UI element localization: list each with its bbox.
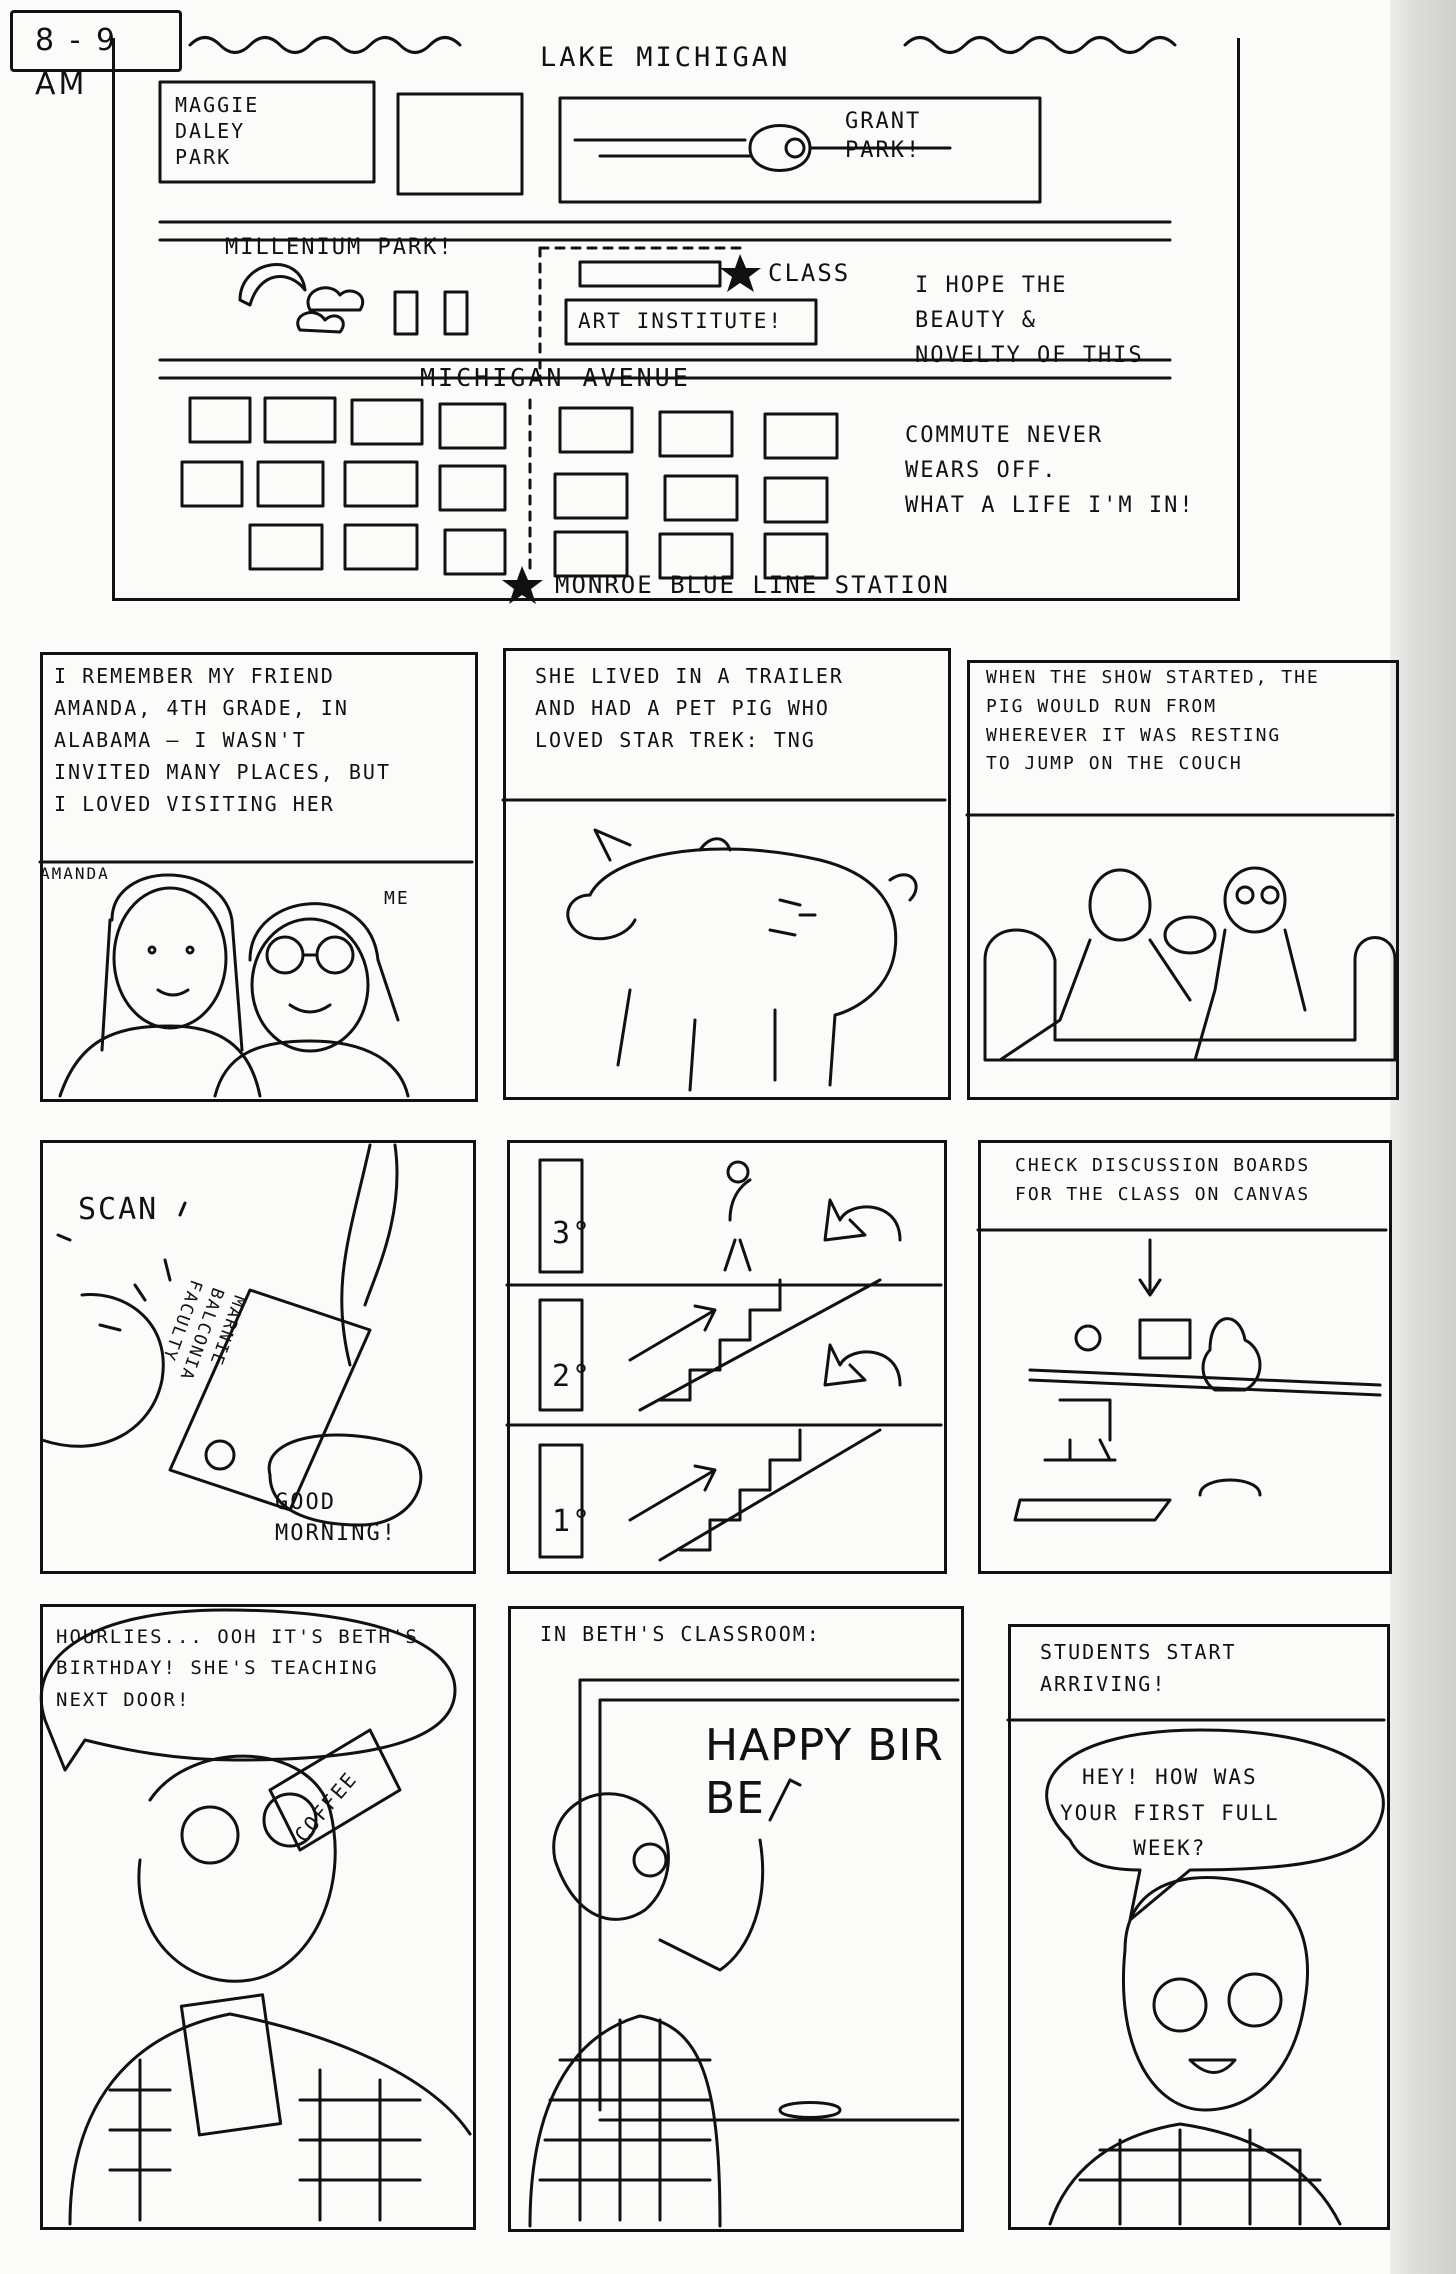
marker xyxy=(770,1780,800,1820)
panel-7-speech-bubble xyxy=(41,1610,455,1770)
panel-2-caption: SHE LIVED IN A TRAILER AND HAD A PET PIG WHO LOVED STAR TREK: TNG xyxy=(535,664,844,752)
panel-7-speech: HOURLIES... OOH IT'S BETH'S BIRTHDAY! SHE'S TEACHING NEXT DOOR! xyxy=(56,1626,419,1711)
whiteboard-frame xyxy=(580,1680,958,2120)
plaid-pattern xyxy=(110,2060,420,2220)
student-glasses-left xyxy=(1154,1979,1206,2031)
avenue-label: MICHIGAN AVENUE xyxy=(420,363,691,392)
student-shirt xyxy=(1050,2124,1340,2224)
beth-head xyxy=(554,1794,669,1920)
grant-park-label: GRANT PARK! xyxy=(845,109,922,163)
class-label: CLASS xyxy=(768,259,851,287)
beth-raised-arm xyxy=(660,1840,763,1970)
beth-glasses xyxy=(634,1844,666,1876)
panel-8-caption: IN BETH'S CLASSROOM: xyxy=(540,1622,821,1646)
maggie-daley-label: MAGGIE DALEY PARK xyxy=(175,93,260,169)
panel-7-cup-label: COFFEE xyxy=(289,1766,363,1847)
phone xyxy=(181,1995,280,2135)
student-glasses-right xyxy=(1229,1974,1281,2026)
student-mouth xyxy=(1190,2060,1235,2073)
panel-5-floor-1: 1° xyxy=(552,1504,593,1539)
panel-1-label-me: ME xyxy=(384,888,410,909)
panel-1-caption: I REMEMBER MY FRIEND AMANDA, 4TH GRADE, IN ALABAMA — I WASN'T INVITED MANY PLACES, BUT I LOVED VISITING HER xyxy=(54,664,391,816)
panel-9-caption: STUDENTS START ARRIVING! xyxy=(1040,1640,1237,1696)
drinker-glasses-right xyxy=(264,1794,316,1846)
panel-4-badge: MARNIE BALCONIA FACULTY xyxy=(157,1277,250,1384)
lake-title: LAKE MICHIGAN xyxy=(540,42,791,73)
panel-9-speech: HEY! HOW WAS YOUR FIRST FULL WEEK? xyxy=(1060,1765,1280,1861)
panel-3-caption: WHEN THE SHOW STARTED, THE PIG WOULD RUN FROM WHEREVER IT WAS RESTING TO JUMP ON THE COUCH xyxy=(986,667,1320,775)
time-label: 8 - 9 AM xyxy=(35,23,119,102)
panel-4-scan: SCAN xyxy=(78,1192,159,1227)
panel-6-caption: CHECK DISCUSSION BOARDS FOR THE CLASS ON CANVAS xyxy=(1015,1155,1311,1205)
drinker-glasses-left xyxy=(182,1807,238,1863)
marker-tray-marker xyxy=(780,2103,840,2118)
panel-8-board-text: HAPPY BIR BE xyxy=(705,1720,944,1824)
drinker-head xyxy=(139,1756,335,1981)
map-note-2: COMMUTE NEVER WEARS OFF. WHAT A LIFE I'M IN! xyxy=(905,423,1195,519)
panel-1-label-amanda: AMANDA xyxy=(40,864,110,883)
panel-9-speech-bubble xyxy=(1047,1730,1384,1920)
map-note-1: I HOPE THE BEAUTY & NOVELTY OF THIS xyxy=(915,273,1144,369)
millennium-label: MILLENIUM PARK! xyxy=(225,235,454,260)
panel-5-floor-2: 2° xyxy=(552,1359,593,1394)
station-label: MONROE BLUE LINE STATION xyxy=(555,571,950,599)
panel-5-floor-3: 3° xyxy=(552,1216,593,1251)
panel-4-speech: GOOD MORNING! xyxy=(275,1490,397,1546)
art-institute-label: ART INSTITUTE! xyxy=(578,309,784,333)
